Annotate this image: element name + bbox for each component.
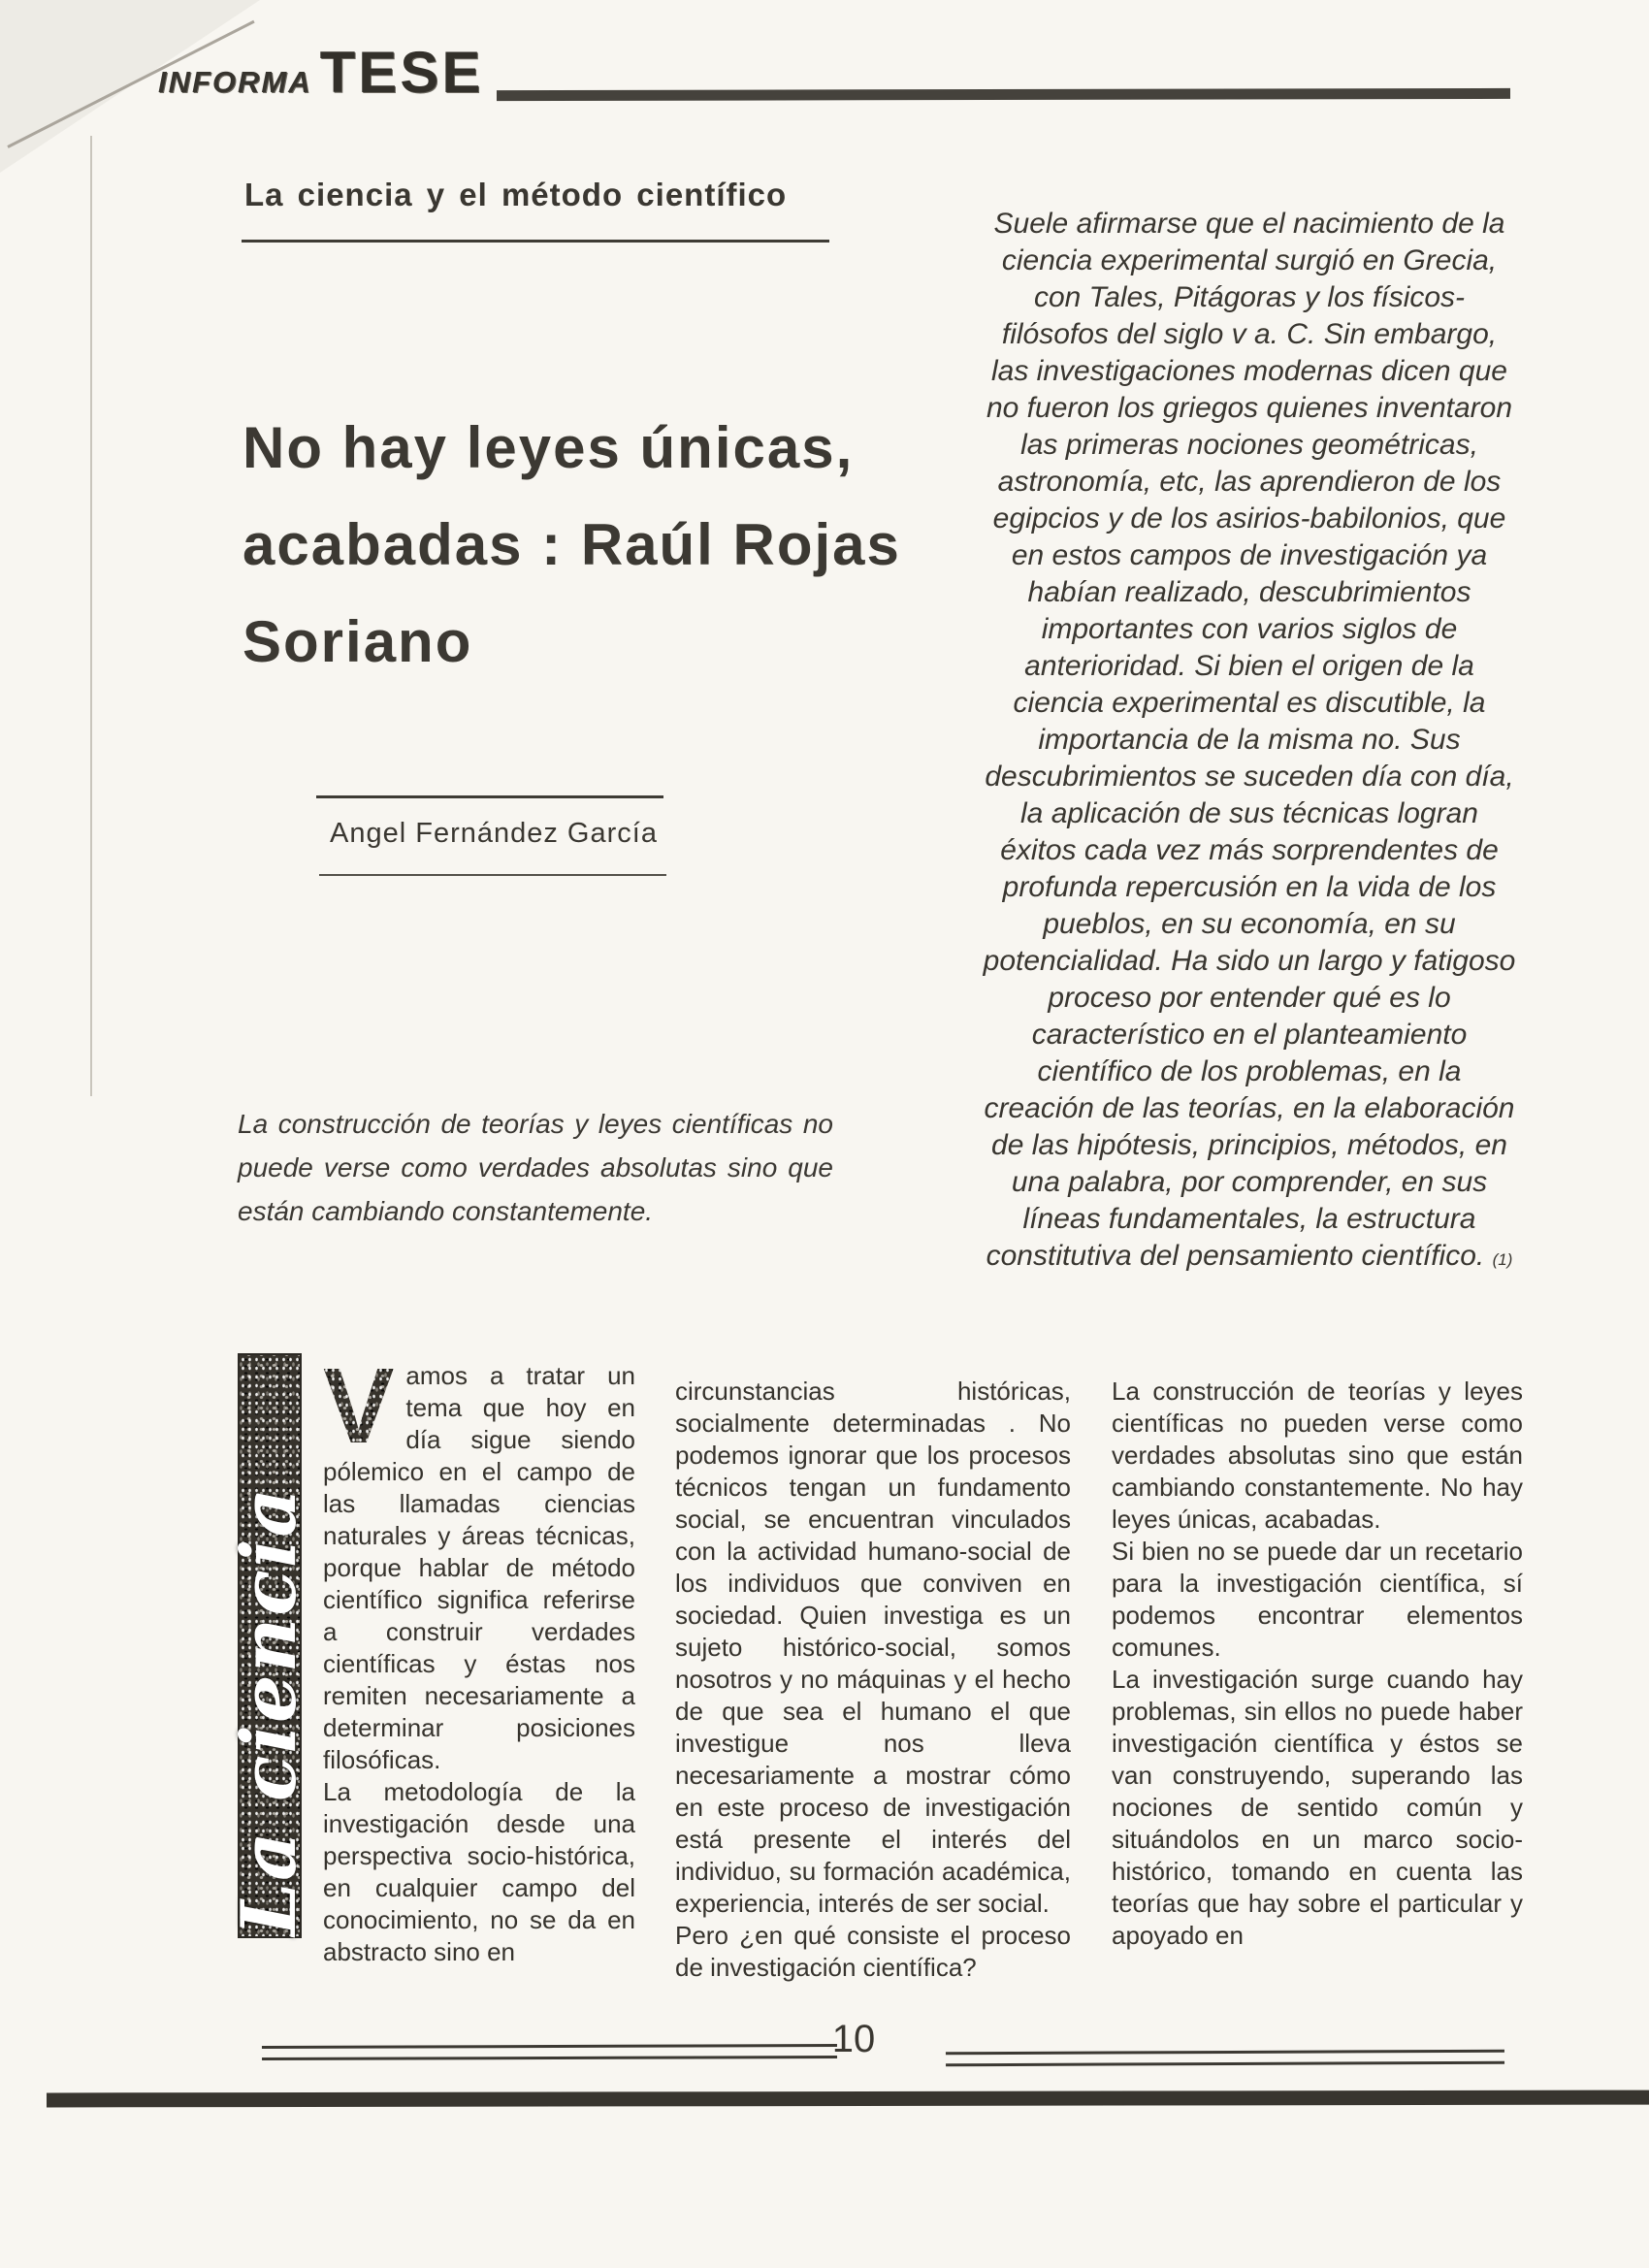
column-3-paragraph-2: Si bien no se puede dar un recetario para la investigación científica, sí podemos encontrar elementos comunes. — [1112, 1537, 1523, 1662]
deck-paragraph: La construcción de teorías y leyes científicas no puede verse como verdades absolutas sino que están cambiando constantemente. — [238, 1109, 833, 1226]
byline-rule-top — [316, 795, 663, 798]
masthead-brand-small: INFORMA — [158, 65, 312, 99]
column-1-paragraph-1-text: amos a tratar un tema que hoy en día sigue siendo pólemico en el campo de las llamadas ciencias naturales y áreas técnicas, porque hablar de método científico significa referirse a construir verdades científicas y éstas nos remiten necesariamente a determinar posiciones filosóficas. — [323, 1361, 635, 1774]
column-2-paragraph-1: circunstancias históricas, socialmente determinadas . No podemos ignorar que los procesos técnicos tengan un fundamento social, se encuentran vinculados con la actividad humano-social de los individuos que conviven en sociedad. Quien investiga es un sujeto histórico-social, somos nosotros y no máquinas y el hecho de que sea el humano el que investigue nos lleva necesariamente a mostrar cómo en este proceso de investigación está presente el interés del individuo, su formación académica, experiencia, interés de ser social. — [675, 1377, 1071, 1918]
kicker-heading: La ciencia y el método científico — [244, 177, 788, 212]
footer-rule-left — [262, 2044, 837, 2060]
section-banner — [225, 1353, 313, 1938]
masthead-rule — [497, 88, 1510, 101]
page-edge-scan-line — [90, 136, 92, 1096]
column-3-paragraph-1: La construcción de teorías y leyes científicas no pueden verse como verdades absolutas sino que están cambiando constantemente. No hay leyes únicas, acabadas. — [1112, 1377, 1523, 1534]
headline-line-1: No hay leyes únicas, — [242, 415, 855, 480]
headline-line-3: Soriano — [242, 609, 473, 674]
section-banner-label: La ciencia — [225, 1486, 313, 1936]
column-2-paragraph-2: Pero ¿en qué consiste el proceso de investigación científica? — [675, 1921, 1071, 1982]
column-3-paragraph-3: La investigación surge cuando hay problemas, sin ellos no puede haber investigación científica y éstos se van construyendo, superando las nociones de sentido común y situándolos en un marco socio-histórico, tomando en cuenta las teorías que hay sobre el particular y apoyado en — [1112, 1665, 1523, 1950]
pull-quote-text: Suele afirmarse que el nacimiento de la ciencia experimental surgió en Grecia, con Tales, Pitágoras y los físicos-filósofos del siglo v a. C. Sin embargo, las investigaciones modernas dicen que no fueron los griegos quienes inventaron las primeras nociones geométricas, astronomía, etc, las aprendieron de los egipcios y de los asirios-babilonios, que en estos campos de investigación ya habían realizado, descubrimientos importantes con varios siglos de anterioridad. Si bien el origen de la ciencia experimental es discutible, la importancia de la misma no. Sus descubrimientos se suceden día con día, la aplicación de sus técnicas logran éxitos cada vez más sorprendentes de profunda repercusión en la vida de los pueblos, en su economía, en su potencialidad. Ha sido un largo y fatigoso proceso por entender qué es lo característico en el planteamiento científico de los problemas, en la creación de las teorías, en la elaboración de las hipótesis, principios, métodos, en una palabra, por comprender, en sus líneas fundamentales, la estructura constitutiva del pensamiento científico. — [983, 208, 1516, 1272]
body-column-3 — [1112, 1376, 1523, 1952]
article-headline — [242, 400, 901, 691]
column-1-paragraph-1 — [323, 1346, 635, 1776]
bottom-rule — [47, 2090, 1649, 2108]
headline-line-2: acabadas : Raúl Rojas — [242, 512, 901, 577]
byline-rule-bottom — [319, 874, 666, 876]
masthead-brand-large: TESE — [319, 40, 484, 105]
page-number: 10 — [831, 2018, 876, 2060]
masthead — [158, 39, 483, 106]
column-1-paragraph-2: La metodología de la investigación desde una perspectiva socio-histórica, en cualquier campo del conocimiento, no se da en abstracto sino en — [323, 1777, 635, 1966]
drop-cap: V — [323, 1346, 395, 1466]
body-column-1 — [323, 1346, 635, 1968]
kicker-underline — [242, 240, 829, 243]
footnote-reference: (1) — [1492, 1250, 1513, 1269]
body-column-2 — [675, 1376, 1071, 1984]
pull-quote — [982, 206, 1517, 1279]
byline-author: Angel Fernández García — [330, 818, 658, 849]
footer-rule-right — [946, 2050, 1504, 2067]
